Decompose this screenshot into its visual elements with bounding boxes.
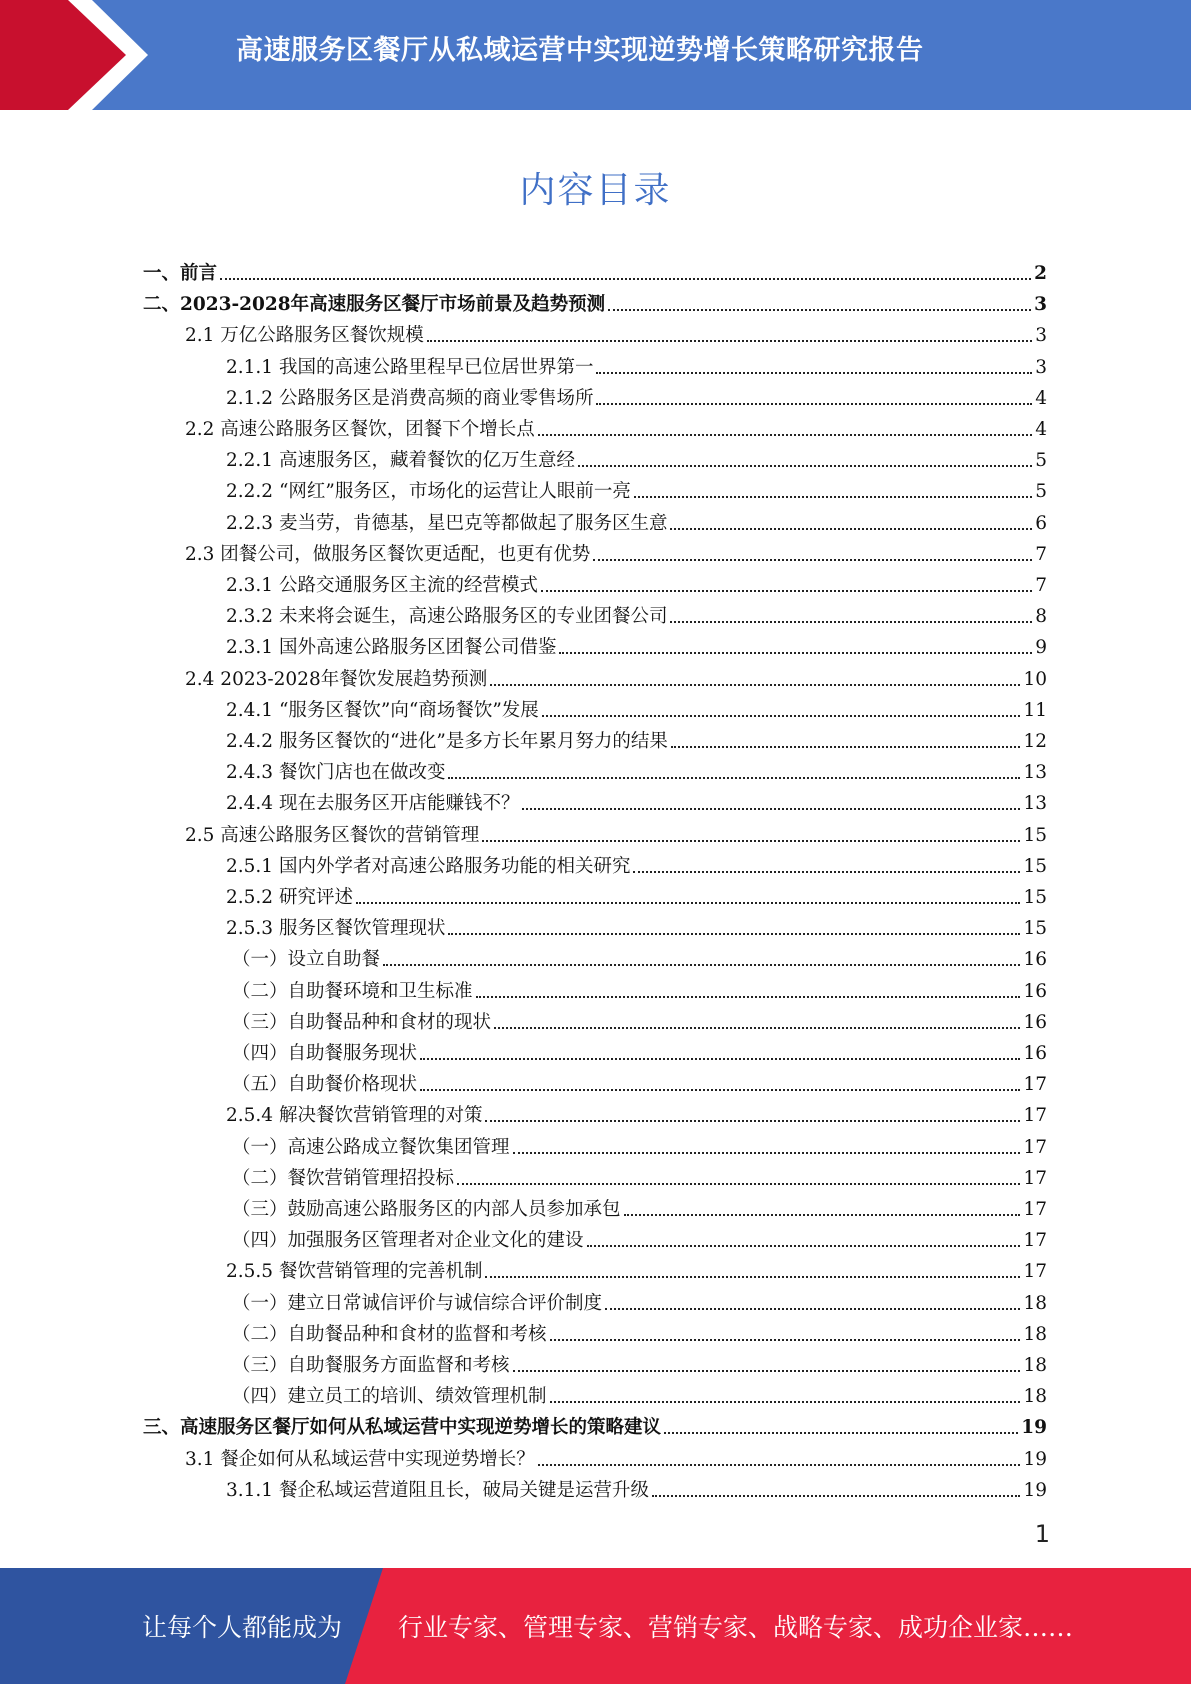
dot-leader (634, 496, 1032, 498)
toc-entry-label: 2.5.3 服务区餐饮管理现状 (226, 918, 446, 939)
dot-leader (550, 1401, 1021, 1403)
toc-entry-page: 17 (1023, 1074, 1047, 1095)
toc-entry-label: 2.2 高速公路服务区餐饮，团餐下个增长点 (185, 419, 535, 440)
toc-entry-page: 3 (1035, 325, 1047, 346)
dot-leader (578, 465, 1032, 467)
toc-entry-label: 3.1 餐企如何从私域运营中实现逆势增长？ (185, 1449, 535, 1470)
toc-entry-label: （五）自助餐价格现状 (232, 1074, 418, 1095)
toc-entry-page: 16 (1023, 981, 1047, 1002)
toc-entry[interactable] (226, 691, 1047, 722)
toc-entry[interactable] (185, 535, 1047, 566)
toc-entry-label: 2.3 团餐公司，做服务区餐饮更适配，也更有优势 (185, 544, 591, 565)
toc-entry-label: （一）高速公路成立餐饮集团管理 (232, 1137, 510, 1158)
toc-entry-page: 15 (1023, 887, 1047, 908)
dot-leader (482, 840, 1020, 842)
toc-entry-label: （三）自助餐品种和食材的现状 (232, 1012, 492, 1033)
toc-entry-page: 15 (1023, 918, 1047, 939)
dot-leader (494, 1027, 1020, 1029)
dot-leader (593, 559, 1032, 561)
toc-entry-page: 8 (1035, 606, 1047, 627)
toc-entry-page: 13 (1023, 793, 1047, 814)
toc-entry-page: 10 (1023, 669, 1047, 690)
toc-entry[interactable] (232, 1315, 1047, 1346)
toc-entry-page: 16 (1023, 1043, 1047, 1064)
dot-leader (457, 1183, 1020, 1185)
toc-entry-label: 2.5.5 餐饮营销管理的完善机制 (226, 1261, 483, 1282)
dot-leader (522, 808, 1020, 810)
toc-entry[interactable] (226, 847, 1047, 878)
toc-entry-page: 3 (1034, 294, 1047, 315)
toc-entry-page: 19 (1023, 1480, 1047, 1501)
dot-leader (513, 1152, 1021, 1154)
dot-leader (513, 1370, 1021, 1372)
dot-leader (670, 621, 1032, 623)
toc-entry-page: 2 (1034, 263, 1047, 284)
toc-entry[interactable] (143, 285, 1047, 316)
dot-leader (485, 1120, 1020, 1122)
toc-entry[interactable] (226, 348, 1047, 379)
dot-leader (587, 1245, 1021, 1247)
dot-leader (550, 1339, 1021, 1341)
toc-entry-page: 17 (1023, 1261, 1047, 1282)
toc-entry-label: 一、前言 (143, 263, 218, 284)
toc-entry-label: 2.4.3 餐饮门店也在做改变 (226, 762, 446, 783)
toc-entry-label: 2.3.2 未来将会诞生，高速公路服务区的专业团餐公司 (226, 606, 668, 627)
toc-entry-label: 2.2.2 “网红”服务区，市场化的运营让人眼前一亮 (226, 481, 631, 502)
toc-entry-label: 2.3.1 公路交通服务区主流的经营模式 (226, 575, 538, 596)
toc-entry[interactable] (185, 316, 1047, 347)
toc-entry[interactable] (226, 566, 1047, 597)
dot-leader (485, 1276, 1020, 1278)
dot-leader (596, 403, 1032, 405)
toc-entry-page: 3 (1035, 357, 1047, 378)
toc-entry-label: 2.5.1 国内外学者对高速公路服务功能的相关研究 (226, 856, 631, 877)
toc-entry[interactable] (185, 410, 1047, 441)
toc-entry-page: 19 (1023, 1449, 1047, 1470)
toc-entry[interactable] (226, 472, 1047, 503)
toc-entry-label: 2.4.1 “服务区餐饮”向“商场餐饮”发展 (226, 700, 539, 721)
toc-entry[interactable] (226, 1471, 1047, 1502)
toc-entry[interactable] (232, 972, 1047, 1003)
toc-entry[interactable] (226, 753, 1047, 784)
dot-leader (356, 902, 1021, 904)
toc-entry-page: 18 (1023, 1324, 1047, 1345)
toc-entry[interactable] (226, 909, 1047, 940)
dot-leader (559, 652, 1032, 654)
toc-entry-label: 3.1.1 餐企私域运营道阻且长，破局关键是运营升级 (226, 1480, 649, 1501)
dot-leader (383, 964, 1020, 966)
toc-entry-label: （四）加强服务区管理者对企业文化的建设 (232, 1230, 584, 1251)
toc-entry-label: （二）自助餐环境和卫生标准 (232, 981, 473, 1002)
dot-leader (420, 1089, 1020, 1091)
footer-slogan: 让每个人都能成为 (142, 1613, 343, 1642)
toc-entry-page: 4 (1035, 419, 1047, 440)
toc-entry[interactable] (226, 504, 1047, 535)
toc-entry-label: （二）餐饮营销管理招投标 (232, 1168, 455, 1189)
dot-leader (608, 309, 1031, 311)
toc-entry-label: （四）自助餐服务现状 (232, 1043, 418, 1064)
toc-entry-label: 二、2023-2028年高速服务区餐厅市场前景及趋势预测 (143, 294, 606, 315)
dot-leader (652, 1495, 1020, 1497)
toc-entry[interactable] (143, 1408, 1047, 1439)
toc-entry-page: 4 (1035, 388, 1047, 409)
toc-entry-label: 2.1 万亿公路服务区餐饮规模 (185, 325, 424, 346)
toc-entry-label: 三、高速服务区餐厅如何从私域运营中实现逆势增长的策略建议 (143, 1417, 662, 1438)
footer-roles: 行业专家、管理专家、营销专家、战略专家、成功企业家…… (398, 1613, 1074, 1642)
dot-leader (538, 1464, 1021, 1466)
toc-entry-page: 17 (1023, 1168, 1047, 1189)
toc-entry[interactable] (232, 1034, 1047, 1065)
toc-entry-label: 2.2.3 麦当劳，肯德基，星巴克等都做起了服务区生意 (226, 513, 668, 534)
toc-entry-page: 12 (1023, 731, 1047, 752)
toc-entry-label: 2.1.2 公路服务区是消费高频的商业零售场所 (226, 388, 594, 409)
toc-entry-label: 2.4.2 服务区餐饮的“进化”是多方长年累月努力的结果 (226, 731, 668, 752)
toc-entry[interactable] (226, 1252, 1047, 1283)
dot-leader (448, 933, 1020, 935)
toc-entry[interactable] (232, 1065, 1047, 1096)
dot-leader (670, 528, 1032, 530)
toc-entry-page: 9 (1035, 637, 1047, 658)
toc-entry[interactable] (226, 878, 1047, 909)
toc-entry-label: （四）建立员工的培训、绩效管理机制 (232, 1386, 547, 1407)
toc-entry[interactable] (226, 441, 1047, 472)
toc-entry-label: （三）鼓励高速公路服务区的内部人员参加承包 (232, 1199, 621, 1220)
toc-entry-page: 18 (1023, 1293, 1047, 1314)
toc-entry[interactable] (232, 1159, 1047, 1190)
toc-entry[interactable] (185, 660, 1047, 691)
dot-leader (542, 715, 1021, 717)
dot-leader (427, 340, 1032, 342)
toc-entry[interactable] (185, 816, 1047, 847)
toc-heading: 内容目录 (519, 170, 672, 211)
dot-leader (220, 278, 1031, 280)
toc-entry-label: （一）设立自助餐 (232, 949, 381, 970)
toc-entry-label: 2.4 2023-2028年餐饮发展趋势预测 (185, 669, 488, 690)
toc-entry-page: 5 (1035, 481, 1047, 502)
toc-entry[interactable] (232, 940, 1047, 971)
toc-entry[interactable] (143, 254, 1047, 285)
toc-entry-page: 13 (1023, 762, 1047, 783)
page-number: 1 (1034, 1520, 1050, 1548)
toc-entry-page: 17 (1023, 1137, 1047, 1158)
toc-entry-page: 18 (1023, 1386, 1047, 1407)
toc-entry[interactable] (232, 1284, 1047, 1315)
toc-entry-label: 2.4.4 现在去服务区开店能赚钱不？ (226, 793, 520, 814)
toc-entry-label: （二）自助餐品种和食材的监督和考核 (232, 1324, 547, 1345)
dot-leader (420, 1058, 1020, 1060)
toc-entry-label: 2.1.1 我国的高速公路里程早已位居世界第一 (226, 357, 594, 378)
toc-entry-page: 15 (1023, 856, 1047, 877)
toc-entry[interactable] (226, 1096, 1047, 1127)
toc-entry-page: 16 (1023, 949, 1047, 970)
toc-entry[interactable] (232, 1346, 1047, 1377)
toc-entry[interactable] (232, 1003, 1047, 1034)
toc-entry[interactable] (232, 1377, 1047, 1408)
dot-leader (541, 590, 1032, 592)
toc-entry-label: （三）自助餐服务方面监督和考核 (232, 1355, 510, 1376)
toc-entry[interactable] (232, 1190, 1047, 1221)
dot-leader (671, 746, 1021, 748)
toc-entry-page: 11 (1023, 700, 1047, 721)
header-banner (0, 0, 1191, 110)
toc-entry[interactable] (232, 1128, 1047, 1159)
toc-entry[interactable] (226, 628, 1047, 659)
toc-entry-page: 6 (1035, 513, 1047, 534)
dot-leader (664, 1432, 1018, 1434)
toc-entry[interactable] (226, 722, 1047, 753)
toc-entry[interactable] (232, 1221, 1047, 1252)
dot-leader (624, 1214, 1021, 1216)
toc-entry-page: 7 (1035, 575, 1047, 596)
toc-entry-label: 2.5 高速公路服务区餐饮的营销管理 (185, 825, 480, 846)
dot-leader (596, 372, 1032, 374)
dot-leader (605, 1308, 1020, 1310)
toc-entry-page: 5 (1035, 450, 1047, 471)
toc-entry-label: 2.5.2 研究评述 (226, 887, 353, 908)
dot-leader (633, 871, 1020, 873)
toc-entry-page: 18 (1023, 1355, 1047, 1376)
toc-entry-page: 16 (1023, 1012, 1047, 1033)
toc-entry-label: 2.2.1 高速服务区，藏着餐饮的亿万生意经 (226, 450, 575, 471)
dot-leader (448, 777, 1020, 779)
toc-entry-page: 7 (1035, 544, 1047, 565)
toc-entry-page: 17 (1023, 1105, 1047, 1126)
dot-leader (476, 996, 1021, 998)
toc-entry[interactable] (226, 379, 1047, 410)
toc-entry-page: 19 (1021, 1417, 1047, 1438)
toc-entry-label: 2.3.1 国外高速公路服务区团餐公司借鉴 (226, 637, 557, 658)
toc-entry-page: 15 (1023, 825, 1047, 846)
footer-banner (0, 1568, 1191, 1684)
report-title: 高速服务区餐厅从私域运营中实现逆势增长策略研究报告 (236, 35, 924, 66)
toc-entry-page: 17 (1023, 1230, 1047, 1251)
toc-entry[interactable] (226, 784, 1047, 815)
toc-entry[interactable] (226, 597, 1047, 628)
toc-entry-page: 17 (1023, 1199, 1047, 1220)
dot-leader (490, 684, 1020, 686)
toc-entry-label: （一）建立日常诚信评价与诚信综合评价制度 (232, 1293, 603, 1314)
toc-entry-label: 2.5.4 解决餐饮营销管理的对策 (226, 1105, 483, 1126)
toc-entry[interactable] (185, 1440, 1047, 1471)
dot-leader (538, 434, 1032, 436)
